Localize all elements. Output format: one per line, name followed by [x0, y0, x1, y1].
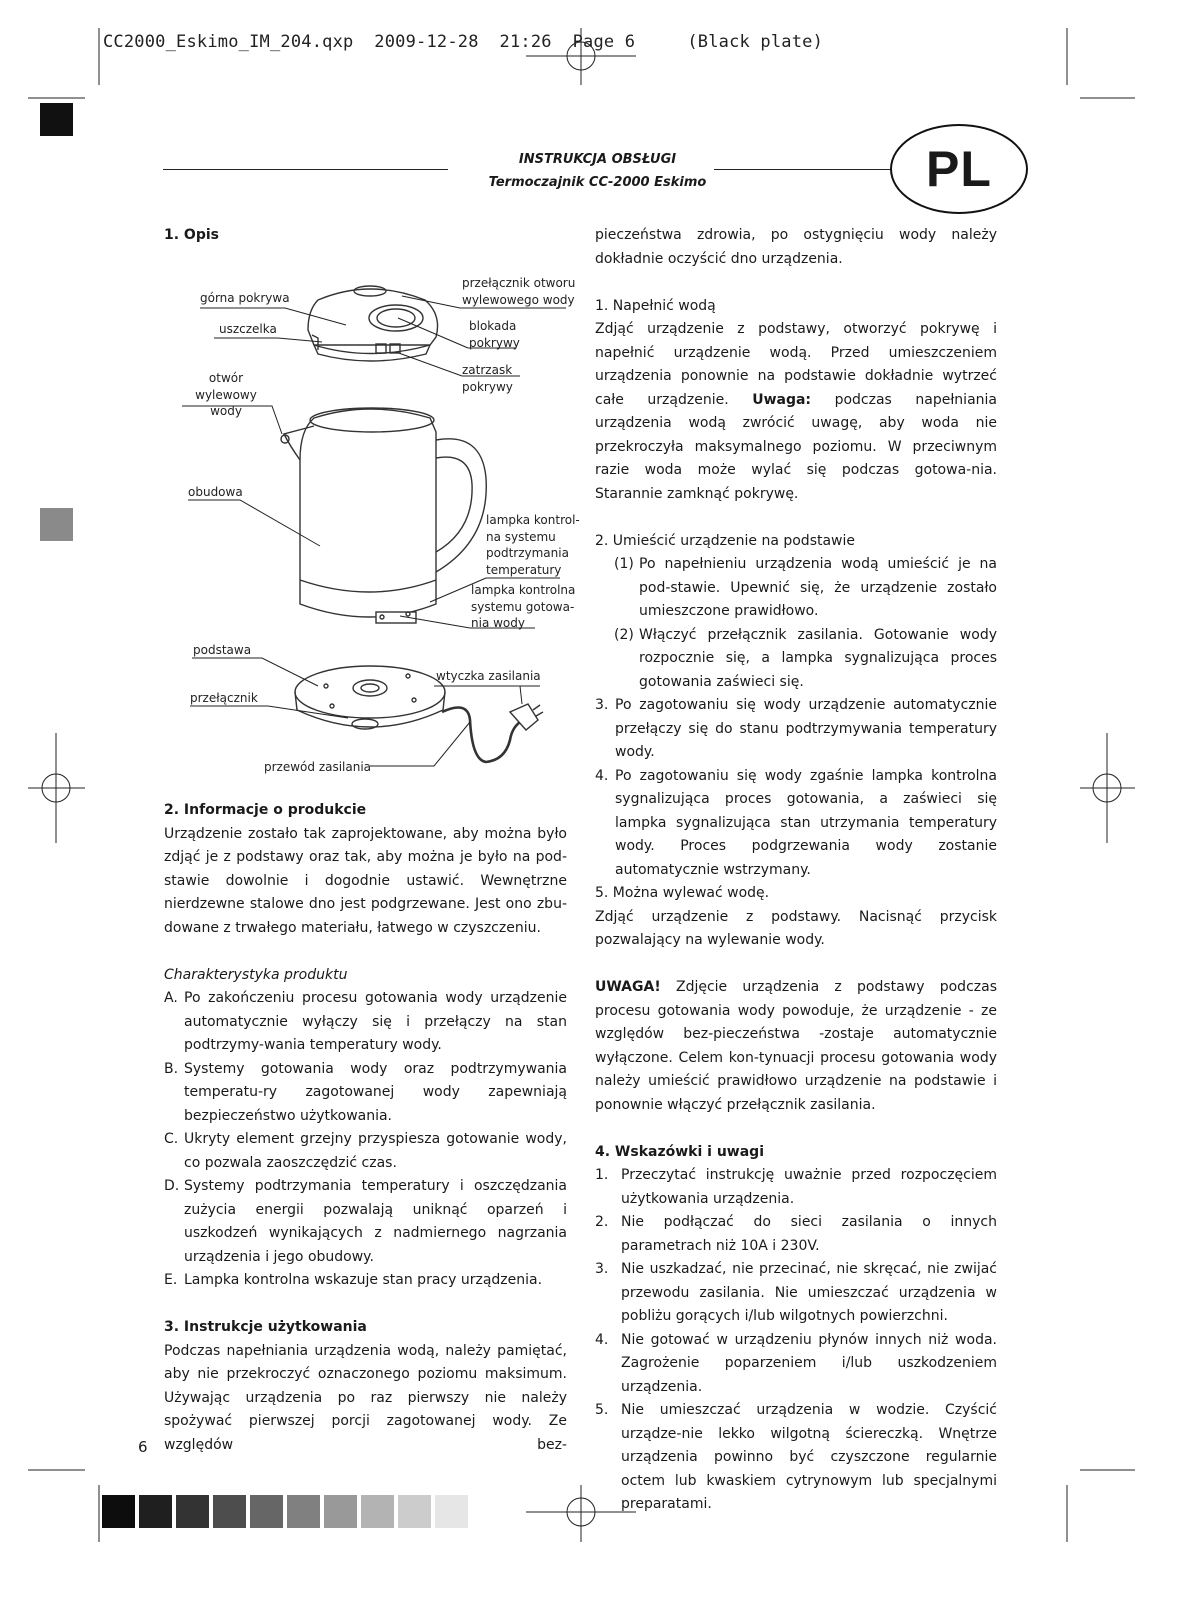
label-lampka-gotowania: [471, 582, 575, 632]
list-text: Po zakończeniu procesu gotowania wody urządzenie automatycznie wyłączy się i przełączy na stan podtrzymy-wania temperatury wody.: [184, 990, 567, 1053]
label-line: pokrywy: [469, 335, 520, 350]
step5-text: Zdjąć urządzenie z podstawy. Nacisnąć przycisk pozwalający na wylewanie wody.: [595, 908, 997, 948]
label-wtyczka: wtyczka zasilania: [436, 669, 541, 683]
list-marker: 3.: [595, 697, 609, 713]
color-swatch: [435, 1495, 468, 1528]
label-gorna-pokrywa: górna pokrywa: [200, 291, 290, 305]
feature-item: [164, 1128, 567, 1175]
tip-item: [595, 1258, 997, 1329]
text-line: dowane z trwałego materiału, łatwego w czyszczeniu.: [164, 919, 541, 936]
label-line: lampka kontrolna: [471, 583, 576, 597]
text-line: nierdzewne stalowe dno jest podgrzewane. Jest ono zbu-: [164, 896, 567, 912]
text-line: Urządzenie zostało tak zaprojektowane, aby można było: [164, 825, 567, 842]
step3: [595, 694, 997, 765]
label-line: temperatury: [486, 562, 562, 577]
note-text: podczas napełniania urządzenia wodą zwrócić uwagę, aby woda nie przekroczyła maksymalnego poziomu. W przeciwnym razie woda może wylać się podczas gotowa-nia. Starannie zamknąć pokrywę.: [595, 391, 997, 502]
list-marker: D.: [164, 1178, 180, 1194]
list-text: Po zagotowaniu się wody zgaśnie lampka kontrolna sygnalizująca proces gotowania, a zaświeci się lampka sygnalizująca stan utrzymania temperatury wody. Proces podgrzewania wody zostanie automatycznie wstrzymany.: [615, 767, 997, 878]
color-swatch: [361, 1495, 394, 1528]
list-text: Po zagotowaniu się wody urządzenie automatycznie przełączy się do stanu podtrzymywania temperatury wody.: [615, 697, 997, 760]
step5-title: 5. Można wylewać wodę.: [595, 885, 770, 901]
slug-line: CC2000_Eskimo_IM_204.qxp 2009-12-28 21:26 Page 6 (Black plate): [103, 32, 824, 52]
section4-heading: 4. Wskazówki i uwagi: [595, 1143, 764, 1160]
list-marker: 2.: [595, 1214, 609, 1230]
label-line: zatrzask: [462, 363, 513, 377]
feature-item: [164, 1058, 567, 1129]
warning-text: Zdjęcie urządzenia z podstawy podczas procesu gotowania wody powoduje, że urządzenie - ze względów bez-pieczeństwa -zostaje automatycznie wyłączone. Celem kon-tynuacji procesu gotowania wody należy umieścić prawidłowo urządzenie na podstawie i ponownie włączyć przełącznik zasilania.: [595, 979, 997, 1113]
product-info: [164, 823, 567, 941]
section2-heading: 2. Informacje o produkcie: [164, 802, 367, 818]
list-marker: B.: [164, 1060, 179, 1077]
list-marker: 4.: [595, 767, 609, 784]
list-text: Lampka kontrolna wskazuje stan pracy urządzenia.: [184, 1272, 543, 1288]
document-subtitle: Termoczajnik CC-2000 Eskimo: [488, 175, 707, 190]
list-text: Systemy gotowania wody oraz podtrzymywania temperatu-ry zagotowanej wody zapewniają bezpieczeństwo użytkowania.: [184, 1060, 567, 1124]
text-line: zdjąć je z podstawy oraz tak, aby można je było na pod-: [164, 849, 567, 865]
text-line: stawie dowolnie i dogodnie ustawić. Wewnętrzne: [164, 872, 567, 889]
label-przewod: przewód zasilania: [264, 760, 372, 774]
list-text: Nie uszkadzać, nie przecinać, nie skręcać, nie zwijać przewodu zasilania. Nie umieszczać urządzenia w pobliżu gorących i/lub wilgotnych powierzchni.: [621, 1261, 997, 1324]
label-przelacznik-otworu: [462, 275, 575, 308]
list-marker: (2): [614, 626, 634, 643]
color-swatch: [213, 1495, 246, 1528]
list-marker: A.: [164, 990, 178, 1006]
section3-heading: 3. Instrukcje użytkowania: [164, 1319, 367, 1335]
tip-item: [595, 1211, 997, 1258]
label-line: podtrzymania: [486, 546, 569, 560]
label-line: na systemu: [486, 529, 556, 544]
tip-item: [595, 1329, 997, 1400]
step4: [595, 765, 997, 883]
usage-intro: Podczas napełniania urządzenia wodą, należy pamiętać, aby nie przekroczyć oznaczonego poziomu maksimum. Używając urządzenia po raz pierwszy nie należy spożywać pierwszej porcji zagotowanej wody. Ze względów bez-: [164, 1342, 567, 1453]
label-line: lampka kontrol-: [486, 513, 580, 527]
list-text: Nie gotować w urządzeniu płynów innych niż woda. Zagrożenie poparzeniem i/lub uszkodzeniem urządzenia.: [621, 1331, 997, 1395]
list-marker: 5.: [595, 1402, 609, 1418]
warning: [595, 976, 997, 1117]
label-line: wody: [210, 404, 242, 418]
color-swatch: [287, 1495, 320, 1528]
label-podstawa: podstawa: [193, 643, 252, 657]
step1-body: Zdjąć urządzenie z podstawy, otworzyć pokrywę i napełnić urządzenie wodą. Przed umieszczeniem urządzenia ponownie na podstawie dokładnie wytrzeć całe urządzenie.: [595, 321, 997, 408]
list-text: Przeczytać instrukcję uważnie przed rozpoczęciem użytkowania urządzenia.: [621, 1167, 997, 1207]
list-text: Nie umieszczać urządzenia w wodzie. Czyścić urządze-nie lekko wilgotną ściereczką. Wnętrze urządzenia powinno być czyszczone regularnie octem lub kwaskiem cytrynowym lub specjalnymi preparatami.: [621, 1402, 997, 1512]
color-swatch: [176, 1495, 209, 1528]
page-number: 6: [138, 1438, 148, 1456]
label-zatrzask: [462, 362, 513, 395]
step2-item: [595, 553, 997, 624]
step1-title: 1. Napełnić wodą: [595, 297, 716, 314]
list-marker: E.: [164, 1272, 178, 1288]
right-column: [595, 224, 997, 1517]
warning-label: UWAGA!: [595, 979, 661, 995]
label-blokada: [469, 318, 520, 351]
label-lampka-podtrzymania: [486, 512, 580, 578]
color-swatch: [324, 1495, 357, 1528]
color-swatch: [139, 1495, 172, 1528]
tip-item: [595, 1164, 997, 1211]
label-line: wylewowego wody: [462, 292, 575, 307]
label-line: przełącznik otworu: [462, 276, 576, 290]
label-line: blokada: [469, 319, 517, 333]
label-line: otwór wylewowy: [195, 371, 257, 402]
left-column: [164, 799, 567, 1457]
feature-item: [164, 1175, 567, 1269]
usage-intro-continued: pieczeństwa zdrowia, po ostygnięciu wody należy dokładnie oczyścić dno urządzenia.: [595, 227, 997, 267]
header: [300, 148, 895, 194]
list-text: Włączyć przełącznik zasilania. Gotowanie wody rozpocznie się, a lampka sygnalizująca proces gotowania zaświeci się.: [639, 626, 997, 690]
list-text: Po napełnieniu urządzenia wodą umieścić je na pod-stawie. Upewnić się, że urządzenie zostało umieszczone prawidłowo.: [639, 556, 997, 619]
list-marker: 1.: [595, 1167, 609, 1183]
language-badge: PL: [890, 124, 1028, 214]
list-marker: (1): [614, 556, 634, 572]
feature-item: [164, 1269, 567, 1293]
label-line: pokrywy: [462, 379, 513, 394]
section1-heading: 1. Opis: [164, 227, 219, 243]
label-line: nia wody: [471, 616, 525, 630]
label-otwor-wylewowy: [180, 370, 272, 420]
color-swatch: [250, 1495, 283, 1528]
list-text: Nie podłączać do sieci zasilania o innych parametrach niż 10A i 230V.: [621, 1214, 997, 1254]
list-marker: C.: [164, 1131, 179, 1147]
list-text: Ukryty element grzejny przyspiesza gotowanie wody, co pozwala zaoszczędzić czas.: [184, 1131, 567, 1171]
document-title: INSTRUKCJA OBSŁUGI: [518, 152, 677, 167]
label-uszczelka: uszczelka: [219, 322, 277, 336]
list-marker: 4.: [595, 1331, 609, 1348]
color-swatch: [398, 1495, 431, 1528]
note-label: Uwaga:: [752, 391, 812, 408]
label-przelacznik: przełącznik: [190, 691, 258, 705]
step2-title: 2. Umieścić urządzenie na podstawie: [595, 532, 856, 549]
label-obudowa: obudowa: [188, 485, 243, 499]
features-subheading: Charakterystyka produktu: [164, 966, 348, 983]
step2-item: [595, 624, 997, 695]
list-marker: 3.: [595, 1261, 609, 1277]
tip-item: [595, 1399, 997, 1517]
list-text: Systemy podtrzymania temperatury i oszczędzania zużycia energii pozwalają uniknąć oparzeń i uszkodzeń wynikających z nadmiernego nagrzania urządzenia i jego obudowy.: [184, 1178, 567, 1265]
step1-text: [595, 318, 997, 506]
color-swatch: [102, 1495, 135, 1528]
feature-item: [164, 987, 567, 1058]
label-line: systemu gotowa-: [471, 599, 575, 614]
